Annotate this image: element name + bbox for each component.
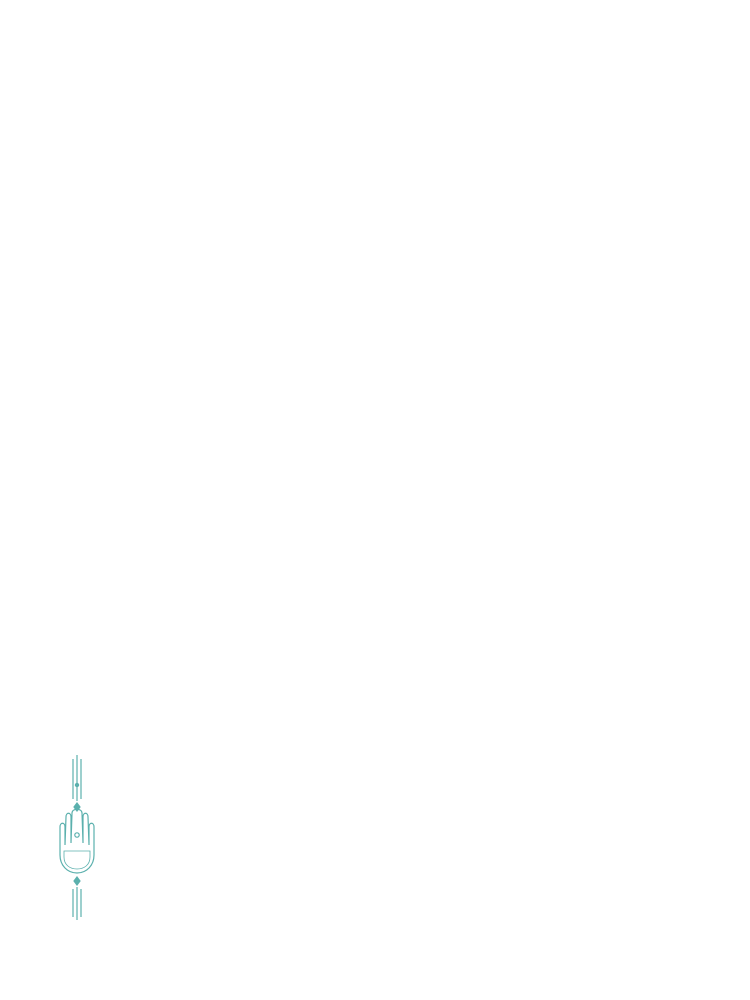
body-text-bottom	[136, 716, 652, 768]
hamsa-hand-icon	[52, 755, 102, 920]
